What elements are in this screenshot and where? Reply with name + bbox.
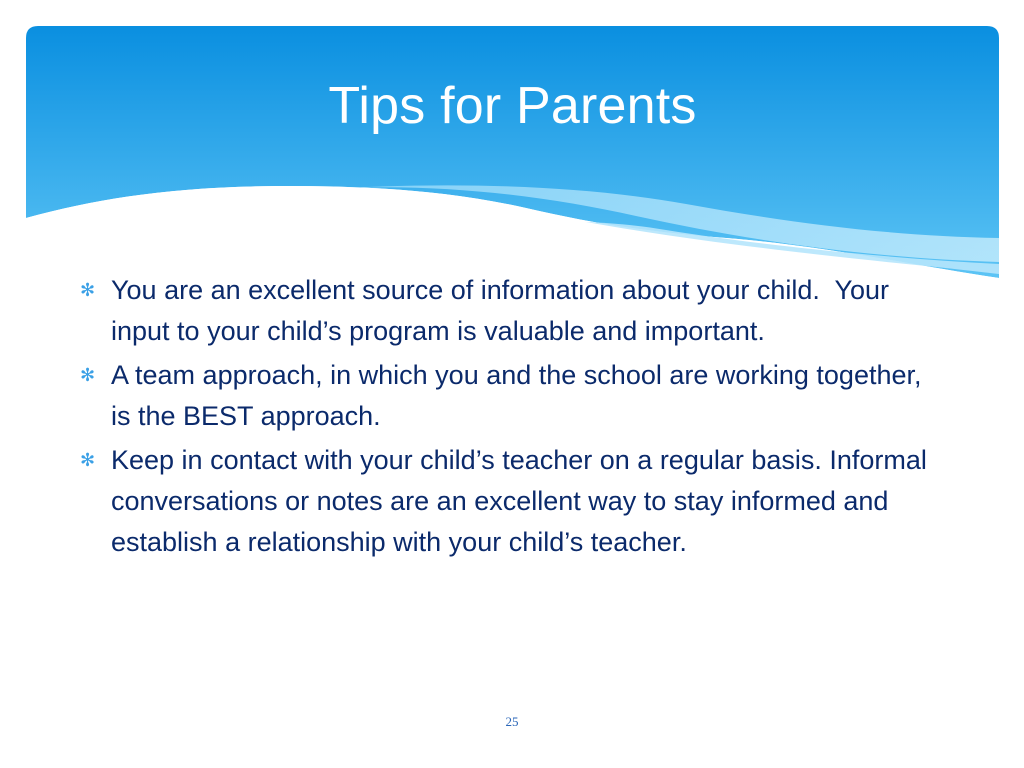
bullet-text: Keep in contact with your child’s teacher on a regular basis. Informal conversations or notes are an excellent way to stay informed and establish a relationship with your child’s teacher. — [111, 445, 935, 557]
bullet-text: A team approach, in which you and the school are working together, is the BEST approach. — [111, 360, 930, 431]
content-area — [80, 270, 935, 566]
asterisk-bullet-icon: ✻ — [80, 365, 96, 386]
list-item — [80, 440, 935, 563]
header-wave-graphic — [26, 26, 999, 286]
list-item — [80, 355, 930, 437]
list-item — [80, 270, 930, 352]
asterisk-bullet-icon: ✻ — [80, 280, 96, 301]
asterisk-bullet-icon: ✻ — [80, 450, 96, 471]
bullet-list — [80, 270, 935, 563]
header-banner — [26, 26, 999, 286]
slide-title: Tips for Parents — [328, 77, 697, 135]
bullet-text: You are an excellent source of information about your child. Your input to your child’s program is valuable and important. — [111, 275, 897, 346]
page-number: 25 — [505, 714, 519, 729]
